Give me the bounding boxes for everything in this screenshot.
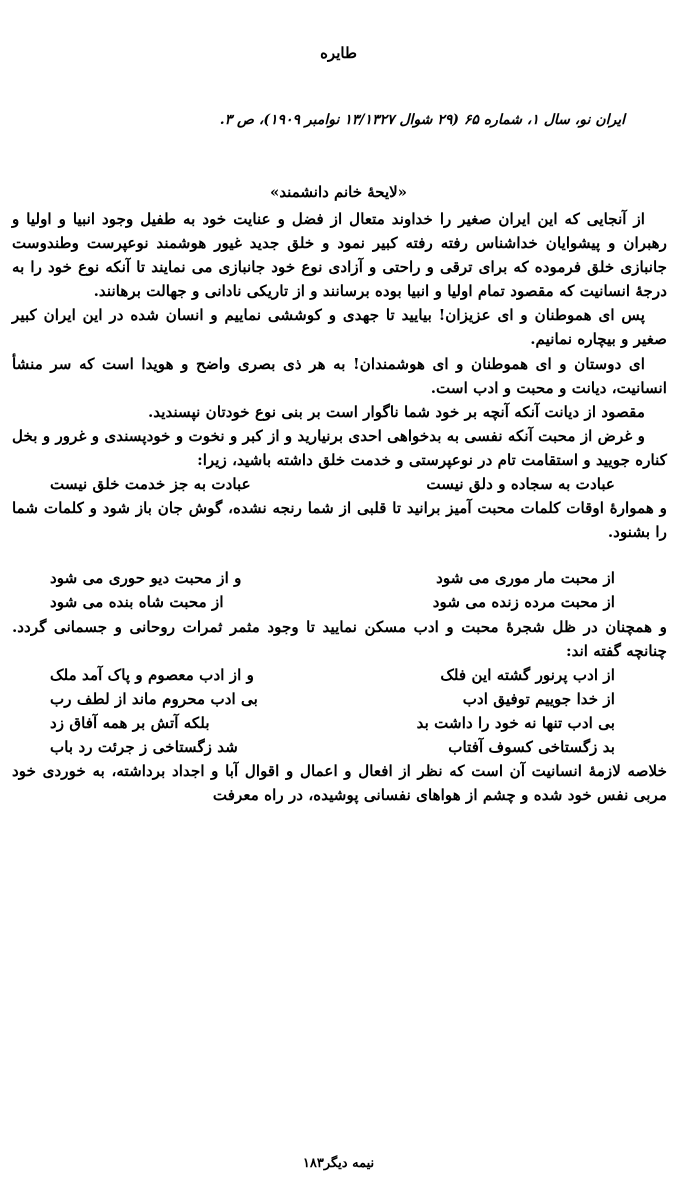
verse-hemistich-left: بلکه آتش بر همه آفاق زد <box>50 713 210 732</box>
paragraph: مقصود از دیانت آنکه آنچه بر خود شما ناگوار است بر بنی نوع خودتان نپسندید. <box>148 402 645 421</box>
article-title: «لایحهٔ خانم دانشمند» <box>269 183 408 201</box>
verse-line <box>12 663 667 687</box>
verse-hemistich-left: عبادت به جز خدمت خلق نیست <box>50 475 251 494</box>
paragraph: خلاصه لازمهٔ انسانیت آن است که نظر از افعال و اعمال و اقوال آبا و اجداد برداشته، به خوردی خود مربی نفس خود شده و چشم از هواهای نفسانی پوشیده، در راه معرفت <box>12 762 667 805</box>
verse-hemistich-left: و از محبت دیو حوری می شود <box>50 569 242 588</box>
verse-hemistich-right: از ادب پرنور گشته این فلک <box>440 665 615 684</box>
paragraph: ای دوستان و ای هموطنان و ای هوشمندان! به هر ذی بصری واضح و هویدا است که سر منشأ انسانیت، دیانت و محبت و ادب است. <box>12 354 667 397</box>
verse-line <box>12 472 667 496</box>
verse-line <box>12 711 667 735</box>
page-header: طایره <box>320 44 357 62</box>
verse-hemistich-right: بد زگستاخی کسوف آفتاب <box>448 737 615 756</box>
verse-hemistich-right: عبادت به سجاده و دلق نیست <box>426 475 615 494</box>
verse-line <box>12 735 667 759</box>
verse-hemistich-right: از محبت مرده زنده می شود <box>432 593 615 612</box>
verse-line <box>12 566 667 590</box>
paragraph: و هموارهٔ اوقات کلمات محبت آمیز برانید تا قلبی از شما رنجه نشده، گوش جان باز شود و کلمات شما را بشنود. <box>12 499 667 542</box>
verse-hemistich-left: بی ادب محروم ماند از لطف رب <box>50 689 258 708</box>
verse-hemistich-right: بی ادب تنها نه خود را داشت بد <box>416 713 615 732</box>
spacer <box>12 544 667 566</box>
paragraph: و غرض از محبت آنکه نفسی به بدخواهی احدی برنیارید و از کبر و نخوت و خودپسندی و غرور و بخل کناره جویید و استقامت تام در نوعپرستی و خدمت خلق داشته باشید، زیرا: <box>12 426 667 469</box>
article-body <box>12 207 667 807</box>
verse-hemistich-right: از محبت مار موری می شود <box>436 569 615 588</box>
verse-hemistich-left: از محبت شاه بنده می شود <box>50 593 224 612</box>
verse-line <box>12 687 667 711</box>
page-footer: نیمه دیگر۱۸۳ <box>302 1156 375 1171</box>
paragraph: از آنجایی که این ایران صغیر را خداوند متعال از فضل و عنایت خود به طفیل وجود انبیا و اولیا و رهبران و پیشوایان خداشناس رفته رفته کبیر نمود و خلق جدید غیور هوشمند نوعپرست وطندوست جانبازی خلق فرموده که برای ترقی و راحتی و آزادی نوع خود جانبازی می نمایند تا آنکه نوع خود را به درجهٔ انسانیت که مقصود تمام اولیا و انبیا بوده برسانند و از تاریکی نادانی و جهالت برهانند. <box>12 210 667 301</box>
paragraph: و همچنان در ظل شجرهٔ محبت و ادب مسکن نمایید تا وجود مثمر ثمرات روحانی و جسمانی گردد. چنانچه گفته اند: <box>12 617 667 660</box>
verse-line <box>12 590 667 614</box>
verse-hemistich-right: از خدا جوییم توفیق ادب <box>462 689 615 708</box>
verse-hemistich-left: و از ادب معصوم و پاک آمد ملک <box>50 665 254 684</box>
source-citation: ایران نو، سال ۱، شماره ۶۵ (۲۹ شوال ۱۳/۱۳۲۷ نوامبر ۱۹۰۹)، ص ۳. <box>219 112 625 128</box>
paragraph: پس ای هموطنان و ای عزیزان! بیایید تا جهدی و کوششی نماییم و انسان شده در این ایران کبیر صغیر و بیچاره نمانیم. <box>12 306 667 349</box>
verse-hemistich-left: شد زگستاخی ز جرئت رد باب <box>50 737 238 756</box>
